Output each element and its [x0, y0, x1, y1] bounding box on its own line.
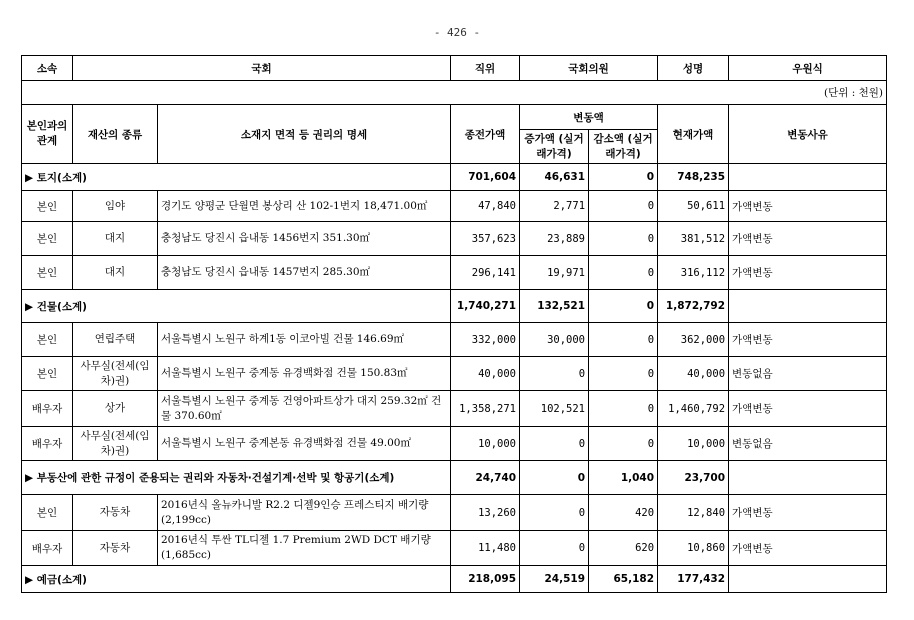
- subtotal-prior: 701,604: [451, 164, 520, 191]
- asset-type-cell: 자동차: [73, 531, 158, 566]
- reason-cell: 변동없음: [729, 357, 887, 391]
- increase-cell: 19,971: [520, 256, 589, 290]
- asset-type-cell: 대지: [73, 222, 158, 256]
- subtotal-reason-empty: [729, 566, 887, 593]
- decrease-cell: 0: [589, 391, 658, 427]
- subtotal-prior: 24,740: [451, 461, 520, 495]
- table-row: [22, 191, 887, 222]
- subtotal-decrease: 65,182: [589, 566, 658, 593]
- prior-value-cell: 13,260: [451, 495, 520, 531]
- description-cell: 서울특별시 노원구 하계1동 이코아빌 건물 146.69㎡: [158, 323, 451, 357]
- reason-cell: 가액변동: [729, 323, 887, 357]
- table-row: [22, 222, 887, 256]
- subtotal-title: ▶ 부동산에 관한 규정이 준용되는 권리와 자동차·건설기계·선박 및 항공기(소계): [22, 461, 451, 495]
- increase-cell: 23,889: [520, 222, 589, 256]
- current-value-cell: 1,460,792: [658, 391, 729, 427]
- column-header-row-1: [22, 105, 887, 130]
- prior-value-cell: 11,480: [451, 531, 520, 566]
- prior-value-cell: 332,000: [451, 323, 520, 357]
- subtotal-title: ▶ 예금(소계): [22, 566, 451, 593]
- prior-value-cell: 47,840: [451, 191, 520, 222]
- prior-value-cell: 1,358,271: [451, 391, 520, 427]
- subtotal-increase: 0: [520, 461, 589, 495]
- relation-cell: 본인: [22, 222, 73, 256]
- col-description: 소재지 면적 등 권리의 명세: [158, 105, 451, 164]
- decrease-cell: 420: [589, 495, 658, 531]
- relation-cell: 배우자: [22, 531, 73, 566]
- reason-cell: 가액변동: [729, 191, 887, 222]
- subtotal-title: ▶ 건물(소계): [22, 290, 451, 323]
- position-value: 국회의원: [520, 56, 658, 81]
- table-row: [22, 495, 887, 531]
- current-value-cell: 50,611: [658, 191, 729, 222]
- current-value-cell: 12,840: [658, 495, 729, 531]
- col-asset-type: 재산의 종류: [73, 105, 158, 164]
- reason-cell: 가액변동: [729, 256, 887, 290]
- affiliation-value: 국회: [73, 56, 451, 81]
- relation-cell: 본인: [22, 323, 73, 357]
- increase-cell: 2,771: [520, 191, 589, 222]
- description-cell: 서울특별시 노원구 중계본동 유경백화점 건물 49.00㎡: [158, 427, 451, 461]
- col-current-value: 현재가액: [658, 105, 729, 164]
- table-row: [22, 427, 887, 461]
- description-cell: 2016년식 올뉴카니발 R2.2 디젤9인승 프레스티지 배기량(2,199cc): [158, 495, 451, 531]
- page-number: - 426 -: [433, 26, 481, 39]
- affiliation-label: 소속: [22, 56, 73, 81]
- subtotal-current: 748,235: [658, 164, 729, 191]
- subtotal-row: [22, 290, 887, 323]
- subtotal-reason-empty: [729, 461, 887, 495]
- current-value-cell: 10,000: [658, 427, 729, 461]
- asset-disclosure-table: [21, 55, 887, 593]
- current-value-cell: 316,112: [658, 256, 729, 290]
- relation-cell: 본인: [22, 357, 73, 391]
- subtotal-prior: 218,095: [451, 566, 520, 593]
- reason-cell: 가액변동: [729, 495, 887, 531]
- description-cell: 서울특별시 노원구 중계동 유경백화점 건물 150.83㎡: [158, 357, 451, 391]
- decrease-cell: 0: [589, 427, 658, 461]
- subtotal-row: [22, 461, 887, 495]
- decrease-cell: 0: [589, 222, 658, 256]
- subtotal-decrease: 1,040: [589, 461, 658, 495]
- subtotal-current: 1,872,792: [658, 290, 729, 323]
- prior-value-cell: 296,141: [451, 256, 520, 290]
- table-row: [22, 323, 887, 357]
- increase-cell: 30,000: [520, 323, 589, 357]
- subtotal-row: [22, 566, 887, 593]
- subtotal-increase: 46,631: [520, 164, 589, 191]
- description-cell: 충청남도 당진시 읍내동 1456번지 351.30㎡: [158, 222, 451, 256]
- decrease-cell: 0: [589, 323, 658, 357]
- col-change: 변동액: [520, 105, 658, 130]
- asset-type-cell: 대지: [73, 256, 158, 290]
- increase-cell: 0: [520, 531, 589, 566]
- increase-cell: 0: [520, 357, 589, 391]
- col-prior-value: 종전가액: [451, 105, 520, 164]
- reason-cell: 변동없음: [729, 427, 887, 461]
- asset-type-cell: 연립주택: [73, 323, 158, 357]
- current-value-cell: 40,000: [658, 357, 729, 391]
- subtotal-title: ▶ 토지(소계): [22, 164, 451, 191]
- prior-value-cell: 357,623: [451, 222, 520, 256]
- asset-type-cell: 자동차: [73, 495, 158, 531]
- unit-note: (단위 : 천원): [22, 81, 887, 105]
- subtotal-increase: 24,519: [520, 566, 589, 593]
- subtotal-decrease: 0: [589, 290, 658, 323]
- top-header-row: [22, 56, 887, 81]
- description-cell: 경기도 양평군 단월면 봉상리 산 102-1번지 18,471.00㎡: [158, 191, 451, 222]
- subtotal-row: [22, 164, 887, 191]
- decrease-cell: 0: [589, 357, 658, 391]
- table-row: [22, 391, 887, 427]
- col-relation: 본인과의 관계: [22, 105, 73, 164]
- position-label: 직위: [451, 56, 520, 81]
- current-value-cell: 10,860: [658, 531, 729, 566]
- asset-type-cell: 사무실(전세(임차)권): [73, 357, 158, 391]
- subtotal-current: 177,432: [658, 566, 729, 593]
- reason-cell: 가액변동: [729, 531, 887, 566]
- current-value-cell: 381,512: [658, 222, 729, 256]
- decrease-cell: 620: [589, 531, 658, 566]
- table-row: [22, 357, 887, 391]
- asset-type-cell: 사무실(전세(임차)권): [73, 427, 158, 461]
- subtotal-reason-empty: [729, 164, 887, 191]
- table-row: [22, 256, 887, 290]
- increase-cell: 0: [520, 427, 589, 461]
- col-decrease: 감소액 (실거래가격): [589, 130, 658, 164]
- col-reason: 변동사유: [729, 105, 887, 164]
- increase-cell: 102,521: [520, 391, 589, 427]
- name-value: 우원식: [729, 56, 887, 81]
- relation-cell: 본인: [22, 256, 73, 290]
- relation-cell: 배우자: [22, 427, 73, 461]
- description-cell: 2016년식 투싼 TL디젤 1.7 Premium 2WD DCT 배기량(1,685cc): [158, 531, 451, 566]
- name-label: 성명: [658, 56, 729, 81]
- decrease-cell: 0: [589, 191, 658, 222]
- prior-value-cell: 10,000: [451, 427, 520, 461]
- increase-cell: 0: [520, 495, 589, 531]
- description-cell: 서울특별시 노원구 중계동 건영아파트상가 대지 259.32㎡ 건물 370.60㎡: [158, 391, 451, 427]
- reason-cell: 가액변동: [729, 222, 887, 256]
- reason-cell: 가액변동: [729, 391, 887, 427]
- subtotal-current: 23,700: [658, 461, 729, 495]
- relation-cell: 본인: [22, 495, 73, 531]
- table-row: [22, 531, 887, 566]
- subtotal-increase: 132,521: [520, 290, 589, 323]
- asset-type-cell: 상가: [73, 391, 158, 427]
- subtotal-decrease: 0: [589, 164, 658, 191]
- current-value-cell: 362,000: [658, 323, 729, 357]
- unit-row: [22, 81, 887, 105]
- asset-type-cell: 임야: [73, 191, 158, 222]
- decrease-cell: 0: [589, 256, 658, 290]
- relation-cell: 본인: [22, 191, 73, 222]
- subtotal-reason-empty: [729, 290, 887, 323]
- col-increase: 증가액 (실거래가격): [520, 130, 589, 164]
- description-cell: 충청남도 당진시 읍내동 1457번지 285.30㎡: [158, 256, 451, 290]
- relation-cell: 배우자: [22, 391, 73, 427]
- subtotal-prior: 1,740,271: [451, 290, 520, 323]
- prior-value-cell: 40,000: [451, 357, 520, 391]
